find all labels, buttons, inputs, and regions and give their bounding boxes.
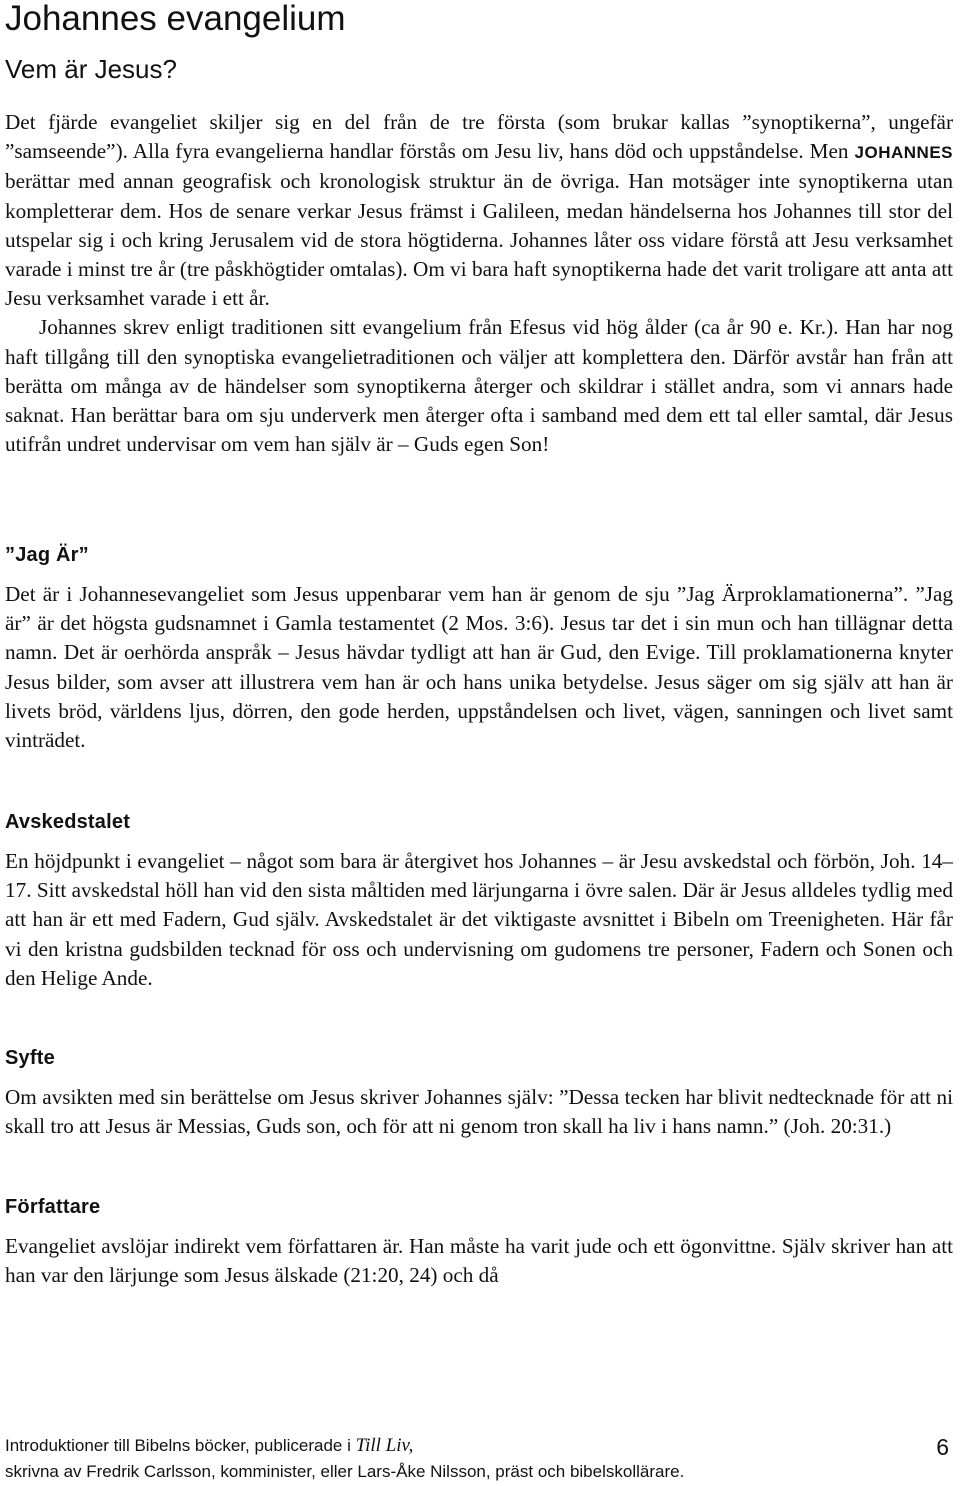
intro-paragraph-1: Det fjärde evangeliet skiljer sig en del från de tre första (som brukar kallas ”synoptikerna”, ungefär ”samseende”). Alla fyra evangelierna handlar förstås om Jesu liv, hans död och uppståndelse. Men JOHANNES berättar med annan geografisk och kronologisk struktur än de övriga. Han motsäger inte synoptikerna utan kompletterar dem. Hos de senare verkar Jesus främst i Galileen, medan händelserna hos Johannes till stor del utspelar sig i och kring Jerusalem vid de stora högtiderna. Johannes låter oss vidare förstå att Jesu verksamhet varade i minst tre år (tre påskhögtider omtalas). Om vi bara haft synoptikerna hade det varit troligare att anta att Jesu verksamhet varade i ett år. bbox=[5, 110, 954, 311]
footer-line-1: Introduktioner till Bibelns böcker, publicerade i Till Liv, bbox=[5, 1435, 414, 1456]
section-heading: Författare bbox=[5, 1196, 101, 1218]
section-avskedstalet bbox=[5, 810, 953, 993]
section-heading: Syfte bbox=[5, 1047, 55, 1069]
section-syfte bbox=[5, 1046, 953, 1141]
section-heading: Avskedstalet bbox=[5, 811, 131, 833]
page-title: Johannes evangelium bbox=[5, 0, 346, 38]
section-paragraph: Om avsikten med sin berättelse om Jesus skriver Johannes själv: ”Dessa tecken har blivit nedtecknade för att ni skall tro att Jesus är Messias, Guds son, och för att ni genom tron skall ha liv i hans namn.” (Joh. 20:31.) bbox=[5, 1085, 953, 1139]
section-paragraph: Det är i Johannesevangeliet som Jesus uppenbarar vem han är genom de sju ”Jag Ärproklamationerna”. ”Jag är” är det högsta gudsnamnet i Gamla testamentet (2 Mos. 3:6). Jesus tar det i sin mun och han tillägnar detta namn. Det är oerhörda anspråk – Jesus hävdar tydligt att han är Gud, den Evige. Till proklamationerna knyter Jesus bilder, som avser att illustrera vem han är och hans unika betydelse. Jesus säger om sig själv att han är livets bröd, världens ljus, dörren, den gode herden, uppståndelsen och livet, vägen, sanningen och livet samt vinträdet. bbox=[5, 582, 953, 753]
section-paragraph: En höjdpunkt i evangeliet – något som bara är återgivet hos Johannes – är Jesu avskedstal och förbön, Joh. 14–17. Sitt avskedstal höll han vid den sista måltiden med lärjungarna i övre salen. Där är Jesus alldeles tydlig med att han är ett med Fadern, Gud själv. Avskedstalet är det viktigaste avsnittet i Bibeln om Treenigheten. Här får vi den kristna gudsbilden tecknad för oss och undervisning om gudomens tre personer, Fadern och Sonen och den Helige Ande. bbox=[5, 849, 953, 990]
section-paragraph: Evangeliet avslöjar indirekt vem författaren är. Han måste ha varit jude och ett ögonvittne. Själv skriver han att han var den lärjunge som Jesus älskade (21:20, 24) och då bbox=[5, 1234, 953, 1288]
section-jag-ar bbox=[5, 543, 953, 755]
page-subtitle: Vem är Jesus? bbox=[5, 54, 177, 84]
page-footer bbox=[5, 1433, 945, 1485]
page-number: 6 bbox=[936, 1434, 949, 1460]
section-forfattare bbox=[5, 1195, 953, 1290]
section-heading: ”Jag Är” bbox=[5, 544, 89, 566]
author-name: JOHANNES bbox=[854, 143, 954, 163]
publication-title: Till Liv, bbox=[355, 1435, 414, 1456]
intro-section bbox=[5, 108, 953, 459]
footer-line-2: skrivna av Fredrik Carlsson, komminister, eller Lars-Åke Nilsson, präst och bibelskollärare. bbox=[5, 1462, 685, 1481]
intro-paragraph-2: Johannes skrev enligt traditionen sitt evangelium från Efesus vid hög ålder (ca år 90 e. Kr.). Han har nog haft tillgång till den synoptiska evangelietraditionen och väljer att komplettera den. Därför avstår han från att berätta om många av de händelser som synoptikerna återger och skildrar i stället andra, som vi annars hade saknat. Han berättar bara om sju underverk men återger ofta i samband med dem ett tal eller samtal, där Jesus utifrån undret undervisar om vem han själv är – Guds egen Son! bbox=[5, 315, 953, 457]
